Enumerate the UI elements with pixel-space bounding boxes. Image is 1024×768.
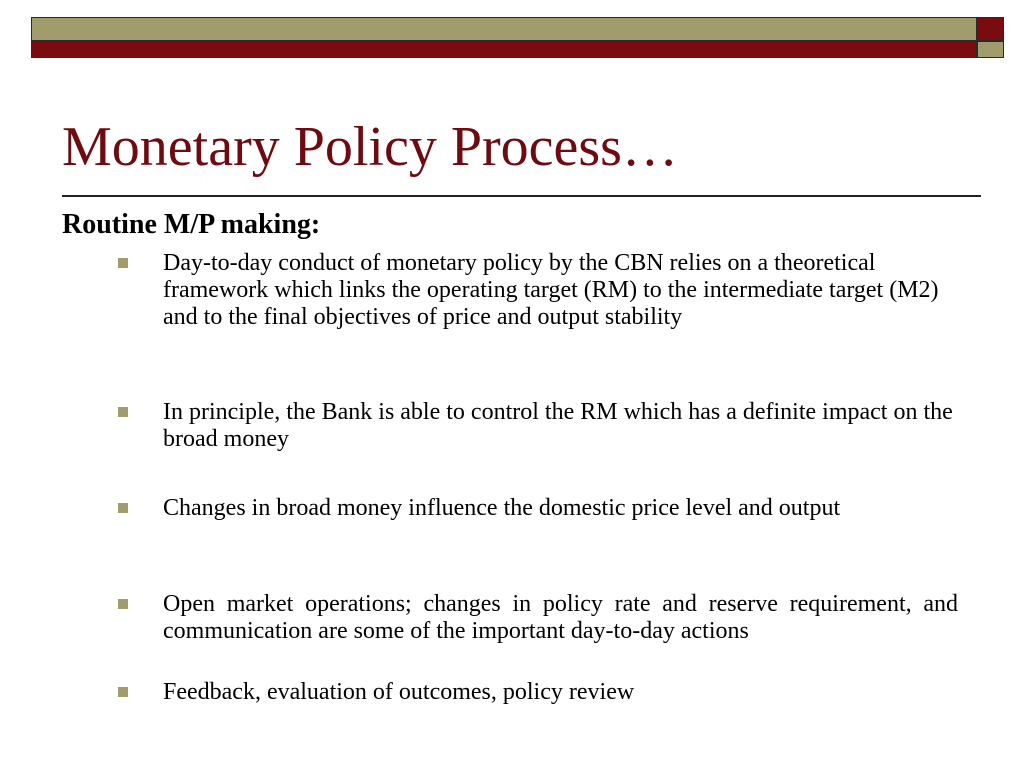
- square-bullet-icon: [118, 687, 128, 697]
- bullet-text: Day-to-day conduct of monetary policy by the CBN relies on a theoretical framework which links the operating target (RM) to the intermediate target (M2) and to the final objectives of price and output stability: [163, 250, 939, 330]
- bullet-text: Open market operations; changes in policy rate and reserve requirement, and communication are some of the important day-to-day actions: [163, 591, 958, 644]
- slide-title: Monetary Policy Process…: [62, 116, 678, 178]
- square-bullet-icon: [118, 503, 128, 513]
- bullet-text: Changes in broad money influence the domestic price level and output: [163, 495, 841, 521]
- slide-subheading: Routine M/P making:: [62, 209, 321, 240]
- square-bullet-icon: [118, 407, 128, 417]
- bullet-text: In principle, the Bank is able to control the RM which has a definite impact on the broad money: [163, 399, 953, 452]
- square-bullet-icon: [118, 258, 128, 268]
- square-bullet-icon: [118, 599, 128, 609]
- bullet-text: Feedback, evaluation of outcomes, policy review: [163, 679, 635, 705]
